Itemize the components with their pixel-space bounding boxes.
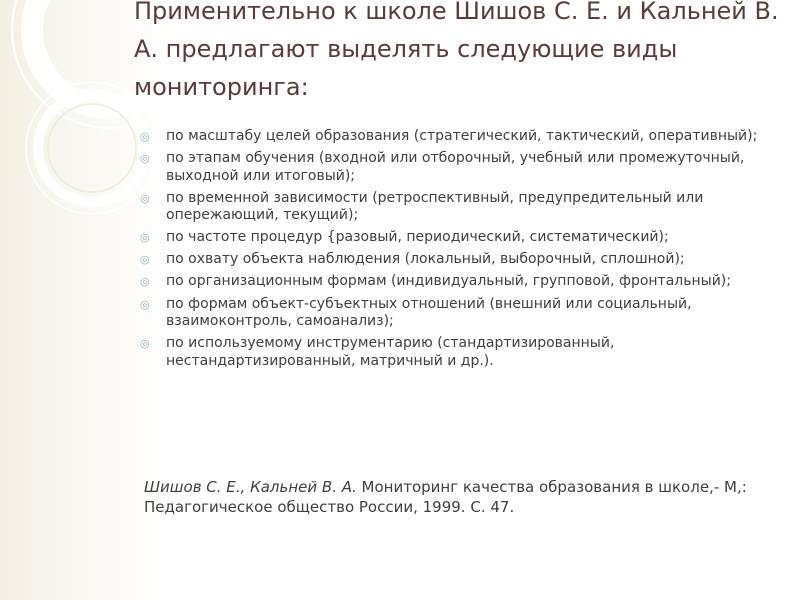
circle-bullet-icon: ◎ [140,297,150,311]
reference-authors: Шишов С. Е., Кальней В. А. [144,478,357,496]
reference-text: Мониторинг качества образования в школе,- М,: Педагогическое общество России, 1999. С. 47. [144,478,747,516]
slide-title: Применительно к школе Шишов С. Е. и Кальней В. А. предлагают выделять следующие виды мониторинга: [134,0,779,101]
list-item-text: по этапам обучения (входной или отборочный, учебный или промежуточный, выходной или итоговый); [166,150,745,184]
circle-bullet-icon: ◎ [140,253,150,267]
circle-bullet-icon: ◎ [140,130,150,143]
list-item-text: по временной зависимости (ретроспективный, предупредительный или опережающий, текущий); [166,189,704,224]
list-item [140,190,780,225]
circle-bullet-icon: ◎ [140,191,150,205]
monitoring-types-list [140,128,780,375]
circle-bullet-icon: ◎ [140,337,150,351]
list-item [140,229,780,247]
list-item [140,335,780,370]
list-item [140,273,780,291]
circle-bullet-icon: ◎ [140,152,150,166]
circle-bullet-icon: ◎ [140,275,150,289]
list-item-text: по масштабу целей образования (стратегический, тактический, оперативный); [166,128,758,144]
list-item-text: по формам объект-субъектных отношений (внешний или социальный, взаимоконтроль, самоанализ); [166,295,692,330]
list-item-text: по частоте процедур {разовый, периодический, систематический); [166,229,669,246]
circle-bullet-icon: ◎ [140,231,150,245]
list-item [140,251,780,269]
list-item [140,150,780,185]
list-item-text: по охвату объекта наблюдения (локальный, выборочный, сплошной); [166,251,685,268]
list-item [140,296,780,331]
list-item-text: по организационным формам (индивидуальный, групповой, фронтальный); [166,273,731,290]
list-item-text: по используемому инструментарию (стандартизированный, нестандартизированный, матричный и др.). [166,335,615,369]
bibliographic-reference [144,477,769,517]
list-item [140,128,780,146]
